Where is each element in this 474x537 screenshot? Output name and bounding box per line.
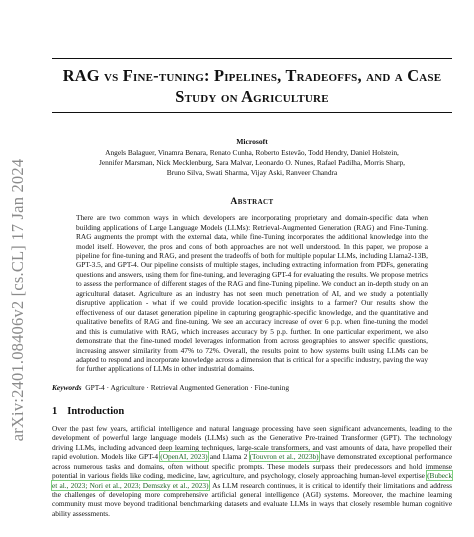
author-line: Jennifer Marsman, Nick Mecklenburg, Sara Malvar, Leonardo O. Nunes, Rafael Padilha, Morris Sharp,	[99, 157, 405, 167]
paper-page	[52, 0, 452, 518]
intro-text-3: have demonstrated exceptional performance across numerous tasks and domains, often without specific prompts. These models surpass their predecessors and hold immense potential in various fields like coding, medicine, law, agriculture, and psychology, closely approaching human-level expertise	[52, 452, 452, 481]
intro-text-4: . As LLM research continues, it is critical to identify their limitations and address the challenges of developing more comprehensive artificial general intelligence (AGI) systems. Moreover, the machine learning community must move beyond traditional benchmarking datasets and evaluate LLMs in ways that closely resemble human cognitive ability assessments.	[52, 480, 452, 518]
abstract-text: There are two common ways in which developers are incorporating proprietary and domain-specific data when building applications of Large Language Models (LLMs): Retrieval-Augmented Generation (RAG) and Fine-Tuning. RAG augments the prompt with the external data, while fine-Tuning incorporates the additional knowledge into the model itself. However, the pros and cons of both approaches are not well understood. In this paper, we propose a pipeline for fine-tuning and RAG, and present the tradeoffs of both for multiple popular LLMs, including Llama2-13B, GPT-3.5, and GPT-4. Our pipeline consists of multiple stages, including extracting information from PDFs, generating questions and answers, using them for fine-tuning, and leveraging GPT-4 for evaluating the results. We propose metrics to assess the performance of different stages of the RAG and fine-Tuning pipeline. We conduct an in-depth study on an agricultural dataset. Agriculture as an industry has not seen much penetration of AI, and we study a potentially disruptive application - what if we could provide location-specific insights to a farmer? Our results show the effectiveness of our dataset generation pipeline in capturing geographic-specific knowledge, and the quantitative and qualitative benefits of RAG and fine-tuning. We see an accuracy increase of over 6 p.p. when fine-tuning the model and this is cumulative with RAG, which increases accuracy by 5 p.p. further. In one particular experiment, we also demonstrate that the fine-tuned model leverages information from across geographies to answer specific questions, increasing answer similarity from 47% to 72%. Overall, the results point to how systems built using LLMs can be adapted to respond and incorporate knowledge across a dimension that is critical for a specific industry, paving the way for further applications of LLMs in other industrial domains.	[76, 213, 428, 374]
affiliation: Microsoft	[236, 137, 268, 147]
paper-title-line-2: Study on Agriculture	[175, 87, 329, 107]
citation-link[interactable]: (OpenAI, 2023)	[160, 452, 208, 462]
citation-link[interactable]: (Touvron et al., 2023b)	[249, 452, 319, 462]
abstract-heading: Abstract	[230, 196, 274, 208]
author-line: Bruno Silva, Swati Sharma, Vijay Aski, Ranveer Chandra	[166, 167, 338, 177]
citation-link[interactable]: (Bubeck et al., 2023; Nori et al., 2023; Demszky et al., 2023)	[52, 471, 452, 490]
section-number: 1	[52, 405, 58, 417]
keywords-list: GPT-4 · Agriculture · Retrieval Augmented Generation · Fine-tuning	[85, 382, 290, 392]
author-line: Angels Balaguer, Vinamra Benara, Renato Cunha, Roberto Estevão, Todd Hendry, Daniel Holstein,	[105, 148, 399, 158]
arxiv-identifier-stamp	[6, 120, 30, 480]
author-list	[52, 148, 452, 177]
title-rule-bottom	[52, 112, 452, 113]
paper-title-line-1: RAG vs Fine-tuning: Pipelines, Tradeoffs, and a Case	[62, 66, 442, 86]
title-rule-top	[52, 58, 452, 59]
keywords-line	[52, 383, 452, 393]
keywords-label: Keywords	[52, 382, 82, 392]
paper-title	[52, 65, 452, 107]
intro-text-2: and Llama 2	[207, 452, 250, 462]
arxiv-id-text: arXiv:2401.08406v2 [cs.CL] 17 Jan 2024	[8, 158, 27, 442]
section-title: Introduction	[67, 405, 125, 417]
introduction-paragraph	[52, 424, 452, 519]
section-heading	[52, 406, 452, 417]
intro-text-1: Over the past few years, artificial intelligence and natural language processing have seen significant advancements, leading to the development of powerful large language models (LLMs) such as the Generative Pre-trained Transformer (GPT). The technology driving LLMs, including advanced deep learning techniques, large-scale transformers, and vast amounts of data, have propelled their rapid evolution. Models like GPT-4	[52, 423, 452, 462]
